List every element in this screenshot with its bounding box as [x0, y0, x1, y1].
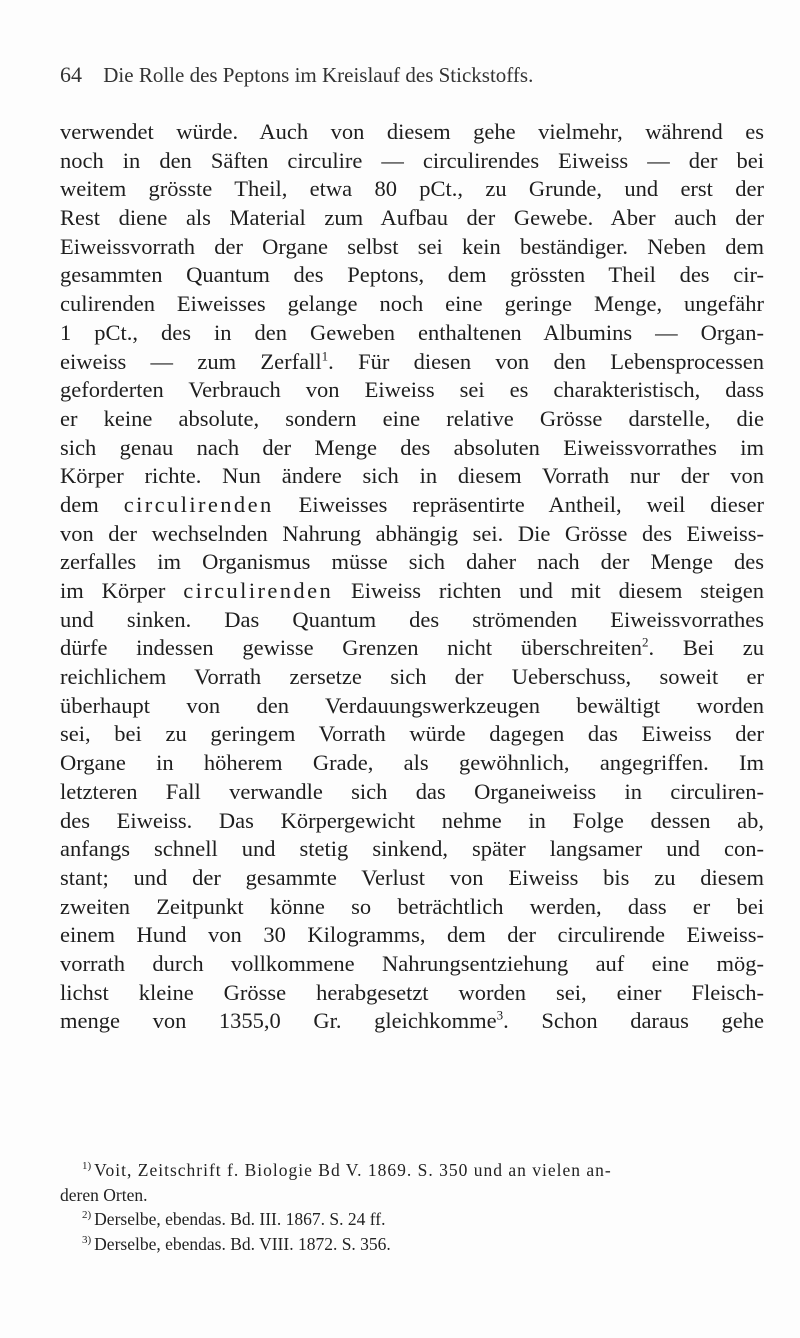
text-fragment: dem	[60, 491, 99, 517]
text-fragment: . Bei zu	[648, 635, 764, 661]
text-line: sei, bei zu geringem Vorrath würde dagegen das Eiweiss der	[60, 721, 764, 747]
text-fragment: .	[503, 1008, 509, 1034]
text-fragment: eiweiss — zum Zerfall	[60, 348, 322, 374]
text-fragment: im Körper	[60, 578, 166, 603]
body-text	[60, 118, 764, 1036]
text-line: Rest diene als Material zum Aufbau der Gewebe. Aber auch der	[60, 205, 764, 231]
spaced-emphasis: circulirenden	[183, 578, 334, 603]
text-line: Körper richte. Nun ändere sich in diesem Vorrath nur der von	[60, 463, 764, 489]
text-line: letzteren Fall verwandle sich das Organeiweiss in circuliren-	[60, 778, 764, 804]
text-fragment: Schon daraus gehe	[541, 1008, 764, 1034]
text-line: des Eiweiss. Das Körpergewicht nehme in Folge dessen ab,	[60, 807, 764, 833]
text-line: lichst kleine Grösse herabgesetzt worden sei, einer Fleisch-	[60, 979, 764, 1005]
text-line: und sinken. Das Quantum des strömenden Eiweissvorrathes	[60, 606, 764, 632]
running-header	[60, 62, 750, 92]
text-line-with-footnote	[60, 348, 764, 377]
text-line: von der wechselnden Nahrung abhängig sei. Die Grösse des Eiweiss-	[60, 520, 764, 546]
text-line-with-footnote	[60, 1007, 764, 1036]
footnote-ref-3: 3	[496, 1007, 504, 1023]
footnote-mark: 1)	[82, 1160, 92, 1173]
text-line: zweiten Zeitpunkt könne so beträchtlich werden, dass er bei	[60, 893, 764, 919]
text-fragment: . Für diesen von den Lebensprocessen	[328, 348, 764, 374]
text-fragment: menge von 1355,0 Gr. gleichkomme	[60, 1008, 497, 1034]
text-line: reichlichem Vorrath zersetze sich der Ueberschuss, soweit er	[60, 664, 764, 690]
text-line: culirenden Eiweisses gelange noch eine geringe Menge, ungefähr	[60, 291, 764, 317]
footnotes	[60, 1158, 764, 1256]
footnote-ref-1: 1	[321, 348, 329, 363]
text-line: geforderten Verbrauch von Eiweiss sei es charakteristisch, dass	[60, 377, 764, 403]
text-line: 1 pCt., des in den Geweben enthaltenen Albumins — Organ-	[60, 319, 764, 345]
text-line-with-spaced-word	[60, 577, 764, 606]
text-line: Organe in höherem Grade, als gewöhnlich, angegriffen. Im	[60, 750, 764, 776]
text-line: sich genau nach der Menge des absoluten Eiweissvorrathes im	[60, 434, 764, 460]
footnote-3	[60, 1232, 764, 1257]
text-line: einem Hund von 30 Kilogramms, dem der circulirende Eiweiss-	[60, 922, 764, 948]
footnote-2	[60, 1207, 764, 1232]
text-fragment: Eiweisses repräsentirte Antheil, weil dieser	[298, 491, 765, 517]
text-line: zerfalles im Organismus müsse sich daher nach der Menge des	[60, 549, 764, 575]
footnote-text: Derselbe, ebendas. Bd. VIII. 1872. S. 356.	[94, 1233, 391, 1254]
text-line: er keine absolute, sondern eine relative Grösse darstelle, die	[60, 405, 764, 431]
page-number: 64	[60, 62, 82, 87]
spaced-emphasis: circulirenden	[123, 491, 274, 517]
text-line: stant; und der gesammte Verlust von Eiweiss bis zu diesem	[60, 864, 764, 890]
footnote-text: Derselbe, ebendas. Bd. III. 1867. S. 24 ff.	[94, 1209, 386, 1229]
footnote-text: Voit, Zeitschrift f. Biologie Bd V. 1869. S. 350 und an vielen an-	[94, 1160, 612, 1180]
text-fragment: dürfe indessen gewisse Grenzen nicht überschreiten	[60, 635, 643, 661]
text-line: Eiweissvorrath der Organe selbst sei kein beständiger. Neben dem	[60, 233, 764, 259]
footnote-ref-2: 2	[642, 634, 649, 650]
text-line-with-footnote	[60, 634, 764, 663]
text-line: vorrath durch vollkommene Nahrungsentziehung auf eine mög-	[60, 950, 764, 976]
text-line: verwendet würde. Auch von diesem gehe vielmehr, während es	[60, 119, 764, 144]
running-title: Die Rolle des Peptons im Kreislauf des Stickstoffs.	[103, 63, 534, 87]
footnote-1-continuation: deren Orten.	[60, 1184, 148, 1205]
text-line: weitem grösste Theil, etwa 80 pCt., zu Grunde, und erst der	[60, 176, 764, 202]
text-line: gesammten Quantum des Peptons, dem grössten Theil des cir-	[60, 262, 764, 288]
text-line-with-spaced-word	[60, 491, 764, 520]
footnote-mark: 3)	[82, 1233, 92, 1246]
footnote-1	[60, 1158, 764, 1183]
text-fragment: Eiweiss richten und mit diesem steigen	[350, 578, 764, 603]
footnote-mark: 2)	[82, 1209, 92, 1222]
text-line: überhaupt von den Verdauungswerkzeugen bewältigt worden	[60, 692, 764, 718]
text-line: anfangs schnell und stetig sinkend, später langsamer und con-	[60, 836, 764, 862]
text-line: noch in den Säften circulire — circulirendes Eiweiss — der bei	[60, 147, 764, 173]
